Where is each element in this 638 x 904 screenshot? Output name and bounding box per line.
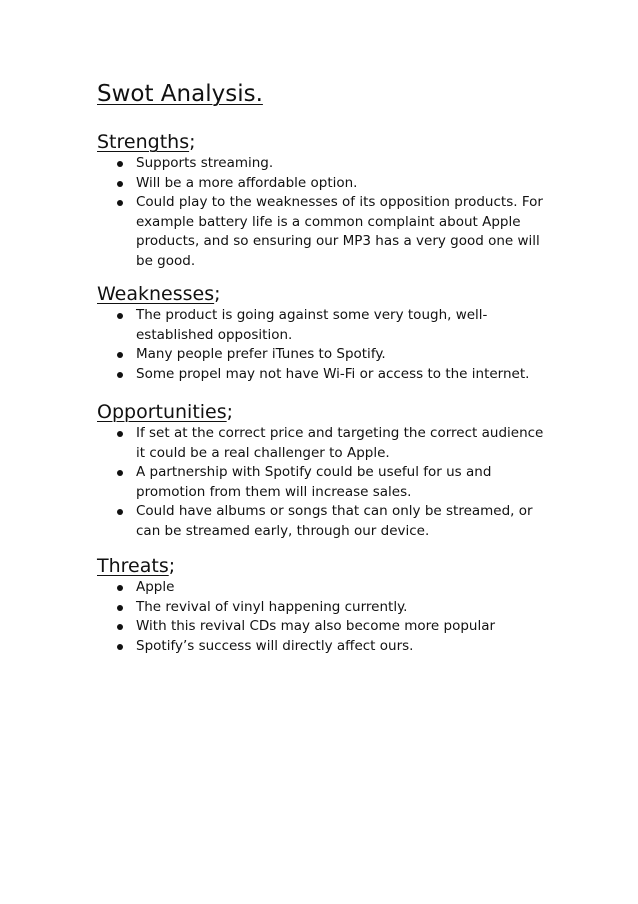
bullet-icon [117, 585, 123, 591]
section-heading [97, 400, 547, 424]
list-item [97, 306, 547, 345]
bullet-icon [117, 200, 123, 206]
list-item [97, 174, 547, 194]
bullet-icon [117, 509, 123, 515]
list-item-text: Some propel may not have Wi-Fi or access to the internet. [136, 365, 530, 382]
section-strengths [97, 130, 547, 271]
list-item-text: If set at the correct price and targeting the correct audience it could be a real challenger to Apple. [136, 425, 544, 461]
list-item-text: Will be a more affordable option. [136, 174, 358, 191]
bullet-icon [117, 372, 123, 378]
list-item-text: Supports streaming. [136, 155, 274, 171]
heading-suffix: ; [168, 555, 176, 577]
section-heading [97, 282, 547, 306]
section-threats [97, 554, 547, 656]
list-item-text: A partnership with Spotify could be useful for us and promotion from them will increase sales. [136, 464, 492, 500]
bullet-icon [117, 470, 123, 476]
list-item [97, 598, 547, 618]
bullet-icon [117, 181, 123, 187]
list-item-text: Many people prefer iTunes to Spotify. [136, 346, 386, 362]
bullet-list [97, 154, 547, 271]
list-item [97, 345, 547, 365]
bullet-list [97, 306, 547, 384]
bullet-icon [117, 605, 123, 611]
list-item [97, 193, 547, 271]
bullet-icon [117, 624, 123, 630]
bullet-icon [117, 352, 123, 358]
list-item [97, 502, 547, 541]
bullet-list [97, 578, 547, 656]
heading-suffix: ; [226, 401, 234, 423]
bullet-icon [117, 431, 123, 437]
bullet-icon [117, 161, 123, 167]
list-item [97, 365, 547, 385]
list-item [97, 637, 547, 657]
list-item-text: Spotify’s success will directly affect ours. [136, 637, 414, 654]
bullet-list [97, 424, 547, 541]
list-item [97, 617, 547, 637]
section-heading-text: Strengths [97, 131, 190, 153]
section-heading [97, 130, 547, 154]
list-item-text: Could have albums or songs that can only be streamed, or can be streamed early, through our device. [136, 503, 533, 539]
section-heading-text: Opportunities [97, 401, 227, 423]
list-item [97, 578, 547, 598]
heading-suffix: ; [214, 283, 221, 305]
list-item-text: With this revival CDs may also become more popular [136, 618, 496, 634]
section-opportunities [97, 400, 547, 541]
bullet-icon [117, 313, 123, 319]
section-heading [97, 554, 547, 578]
list-item [97, 424, 547, 463]
list-item [97, 154, 547, 174]
list-item-text: Apple [136, 579, 175, 595]
list-item-text: The product is going against some very tough, well-established opposition. [136, 307, 488, 343]
heading-suffix: ; [189, 131, 196, 153]
bullet-icon [117, 644, 123, 650]
list-item-text: The revival of vinyl happening currently. [136, 598, 408, 615]
section-heading-text: Threats [97, 555, 169, 577]
list-item [97, 463, 547, 502]
list-item-text: Could play to the weaknesses of its opposition products. For example battery life is a common complaint about Apple products, and so ensuring our MP3 has a very good one will be good. [136, 194, 543, 269]
section-heading-text: Weaknesses [97, 283, 215, 305]
document-title: Swot Analysis. [97, 81, 263, 107]
section-weaknesses [97, 282, 547, 384]
